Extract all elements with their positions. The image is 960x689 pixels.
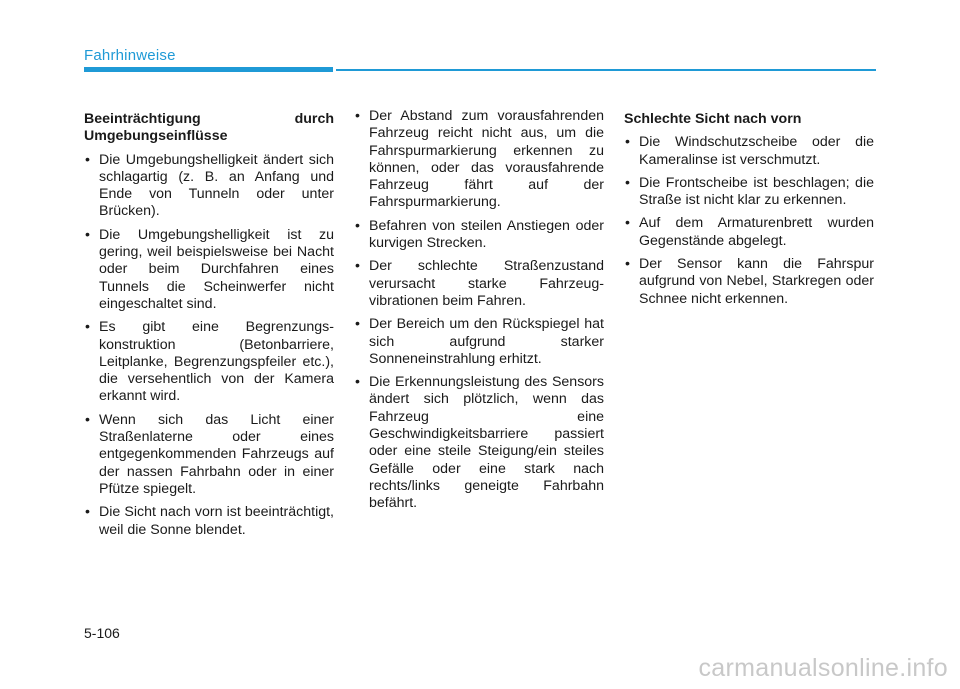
list-item: • Auf dem Armaturenbrett wurden Gegenstände abgelegt. [624, 215, 874, 250]
list-item: • Der Sensor kann die Fahrspur aufgrund von Nebel, Starkregen oder Schnee nicht erkennen. [624, 256, 874, 308]
list-item: • Die Sicht nach vorn ist beeinträchtigt, weil die Sonne blendet. [84, 504, 334, 539]
list-poor-visibility [624, 134, 874, 308]
list-road-conditions [354, 108, 604, 513]
list-item: • Es gibt eine Begrenzungs-konstruktion (Betonbarriere, Leitplanke, Begrenzungspfeiler etc.), die versehentlich von der Kamera erkannt wird. [84, 319, 334, 405]
list-item: • Die Frontscheibe ist beschlagen; die Straße ist nicht klar zu erkennen. [624, 175, 874, 210]
list-item: • Die Umgebungshelligkeit ändert sich schlagartig (z. B. an Anfang und Ende von Tunneln oder unter Brücken). [84, 152, 334, 221]
column-right [624, 108, 874, 314]
header-rule-thin [336, 69, 876, 71]
list-item: • Die Umgebungshelligkeit ist zu gering, weil beispielsweise bei Nacht oder beim Durchfahren eines Tunnels die Scheinwerfer nicht eingeschaltet sind. [84, 227, 334, 313]
list-item: • Wenn sich das Licht einer Straßenlaterne oder eines entgegenkommenden Fahrzeugs auf der nassen Fahrbahn oder in einer Pfütze spiegelt. [84, 412, 334, 498]
list-item: • Die Windschutzscheibe oder die Kameralinse ist verschmutzt. [624, 134, 874, 169]
list-item: • Befahren von steilen Anstiegen oder kurvigen Strecken. [354, 218, 604, 253]
heading-poor-visibility: Schlechte Sicht nach vorn [624, 111, 802, 127]
list-item: • Der Abstand zum vorausfahrenden Fahrzeug reicht nicht aus, um die Fahrspurmarkierung erkennen zu können, oder das vorausfahrende Fahrzeug fährt auf der Fahrspurmarkierung. [354, 108, 604, 212]
watermark: carmanualsonline.info [698, 654, 948, 682]
header-rule-thick [84, 67, 333, 72]
list-environment [84, 152, 334, 539]
list-item: • Der Bereich um den Rückspiegel hat sich aufgrund starker Sonneneinstrahlung erhitzt. [354, 316, 604, 368]
column-left [84, 108, 334, 545]
list-item: • Der schlechte Straßenzustand verursacht starke Fahrzeug-vibrationen beim Fahren. [354, 258, 604, 310]
list-item: • Die Erkennungsleistung des Sensors ändert sich plötzlich, wenn das Fahrzeug eine Geschwindigkeitsbarriere passiert oder eine steile Steigung/ein steiles Gefälle oder eine stark nach rechts/links geneigte Fahrbahn befährt. [354, 374, 604, 512]
page-number: 5-106 [84, 625, 120, 641]
column-middle [354, 108, 604, 519]
heading-environment: Beeinträchtigung durch Umgebungseinflüsse [84, 111, 334, 145]
section-title: Fahrhinweise [84, 47, 176, 64]
